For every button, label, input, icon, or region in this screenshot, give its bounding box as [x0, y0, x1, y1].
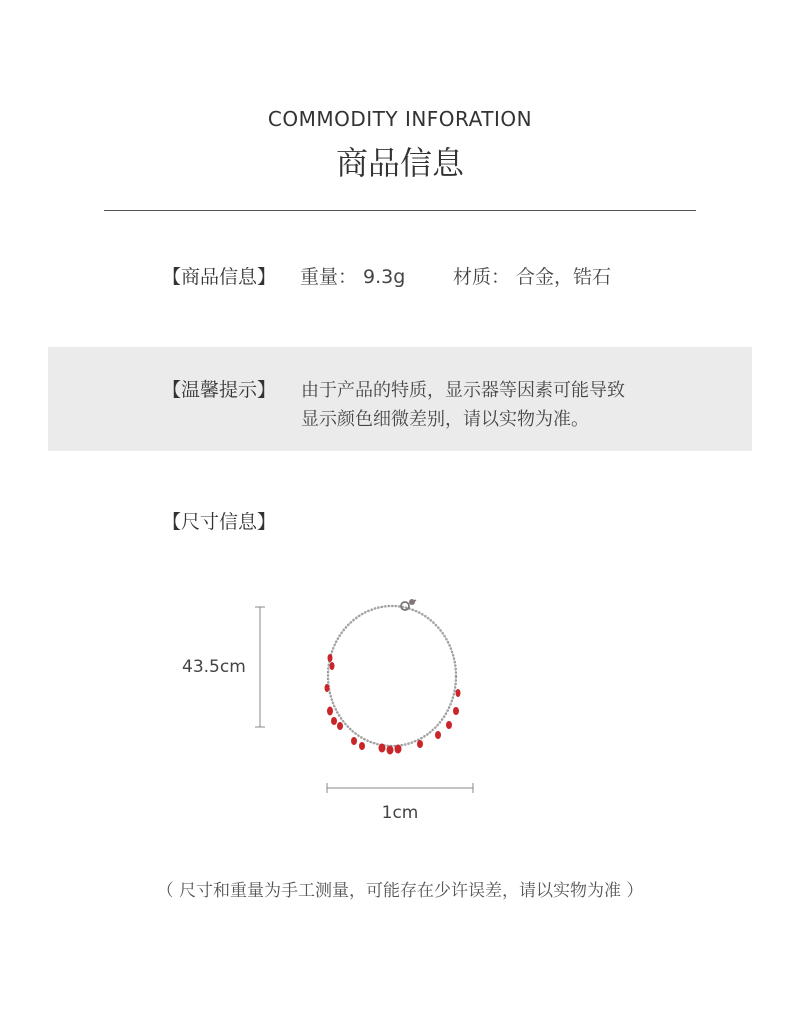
notice-label: 【温馨提示】 [162, 379, 277, 401]
height-dimension-label: 43.5cm [182, 657, 246, 677]
title-divider [104, 210, 696, 211]
width-dimension-line [320, 778, 480, 798]
weight-value: 重量： 9.3g [300, 266, 406, 288]
page-title: 商品信息 [335, 144, 464, 182]
necklace-image [310, 590, 480, 765]
notice-line-1: 由于产品的特质，显示器等因素可能导致 [301, 380, 625, 401]
notice-line-2: 显示颜色细微差别，请以实物为准。 [301, 409, 589, 430]
title-english: COMMODITY INFORATION [267, 107, 533, 131]
material-value: 材质： 合金，锆石 [453, 266, 612, 288]
measurement-footnote: （ 尺寸和重量为手工测量，可能存在少许误差，请以实物为准 ） [156, 881, 644, 901]
height-dimension-line [250, 600, 270, 735]
size-info-label: 【尺寸信息】 [162, 511, 277, 533]
product-info-label: 【商品信息】 [162, 266, 277, 288]
width-dimension-label: 1cm [381, 803, 419, 823]
